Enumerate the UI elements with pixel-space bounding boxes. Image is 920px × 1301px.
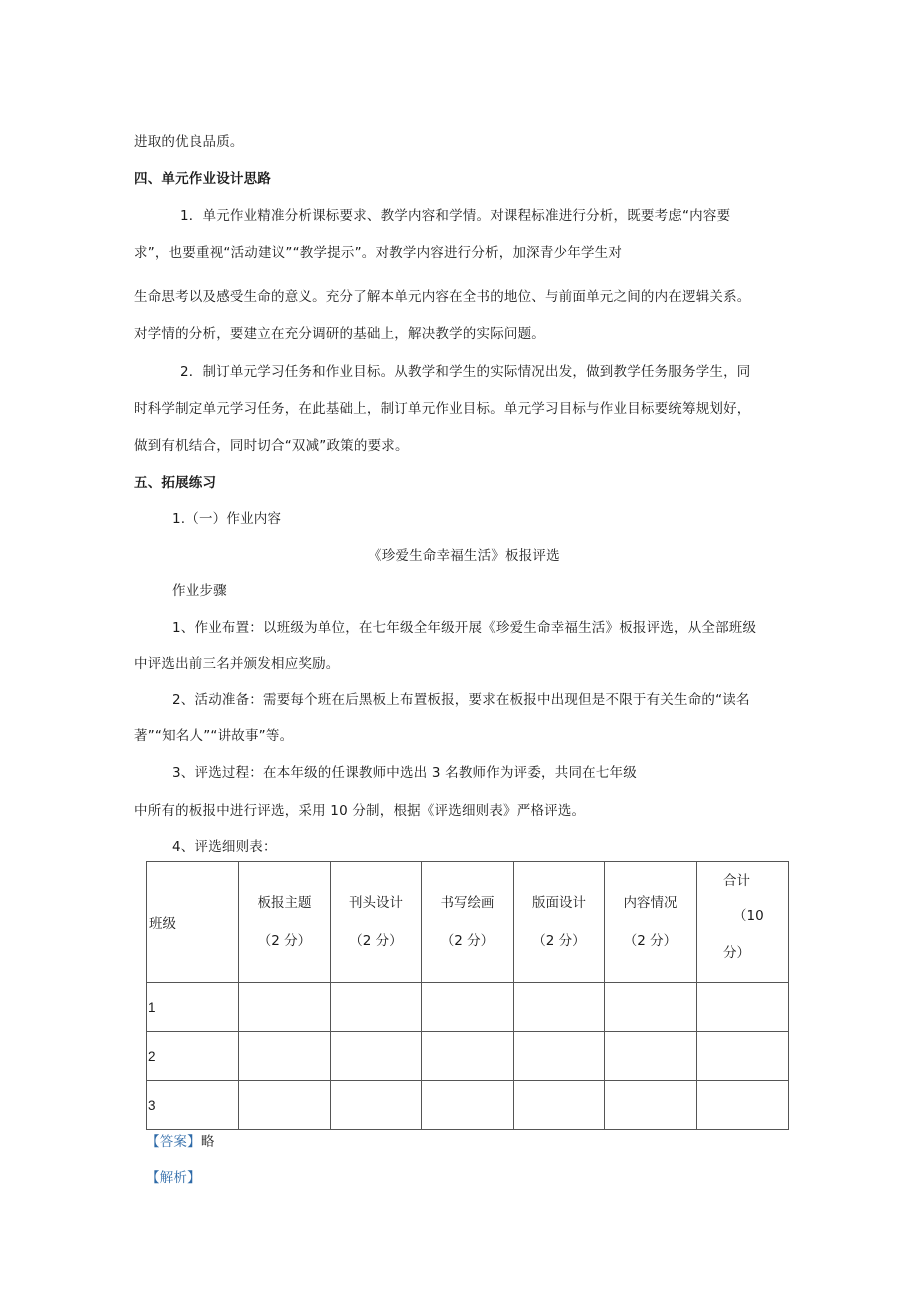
header-layout-design: 版面设计 （2 分） [514, 862, 605, 983]
step3-line2: 中所有的板报中进行评选，采用 10 分制，根据《评选细则表》严格评选。 [134, 803, 586, 819]
header-class: 班级 [147, 862, 239, 983]
row-class-cell: 3 [147, 1081, 239, 1130]
table-row [147, 983, 789, 1032]
header-board-theme: 板报主题 （2 分） [239, 862, 331, 983]
section5-heading: 五、拓展练习 [134, 475, 217, 491]
score-cell [239, 983, 331, 1032]
score-cell [331, 983, 422, 1032]
section4-item1-line3: 生命思考以及感受生命的意义。充分了解本单元内容在全书的地位、与前面单元之间的内在逻辑关系。 [134, 289, 751, 305]
table-row [147, 1081, 789, 1130]
score-cell [605, 1032, 697, 1081]
score-cell [605, 983, 697, 1032]
answer-value: 略 [200, 1134, 215, 1150]
section4-item1-line2: 求”，也要重视“活动建议”“教学提示”。对教学内容进行分析，加深青少年学生对 [134, 245, 623, 261]
total-cell [697, 1032, 789, 1081]
header-masthead-design: 刊头设计 （2 分） [331, 862, 422, 983]
score-cell [514, 1032, 605, 1081]
step4-label: 4、评选细则表： [172, 839, 277, 855]
section4-heading: 四、单元作业设计思路 [134, 171, 271, 187]
total-cell [697, 1081, 789, 1130]
header-content: 内容情况 （2 分） [605, 862, 697, 983]
row-class-cell: 2 [147, 1032, 239, 1081]
row-class-cell: 1 [147, 983, 239, 1032]
section4-item2-line3: 做到有机结合，同时切合“双减”政策的要求。 [134, 438, 409, 454]
step2-line1: 2、活动准备：需要每个班在后黑板上布置板报，要求在板报中出现但是不限于有关生命的“读名 [172, 692, 750, 708]
activity-title: 《珍爱生命幸福生活》板报评选 [368, 548, 560, 564]
answer-line [146, 1133, 215, 1151]
evaluation-table [146, 861, 789, 1130]
section4-item1-line1: 1．单元作业精准分析课标要求、教学内容和学情。对课程标准进行分析，既要考虑“内容要 [180, 208, 731, 224]
total-cell [697, 983, 789, 1032]
continuation-text: 进取的优良品质。 [134, 134, 244, 150]
score-cell [422, 983, 514, 1032]
step1-line2: 中评选出前三名并颁发相应奖励。 [134, 656, 340, 672]
score-cell [331, 1032, 422, 1081]
step3-line1: 3、评选过程：在本年级的任课教师中选出 3 名教师作为评委，共同在七年级 [172, 765, 637, 781]
step2-line2: 著”“知名人”“讲故事”等。 [134, 728, 294, 744]
step1-line1: 1、作业布置：以班级为单位，在七年级全年级开展《珍爱生命幸福生活》板报评选，从全部班级 [172, 620, 757, 636]
table-header-row [147, 862, 789, 983]
score-cell [239, 1081, 331, 1130]
analysis-label: 【解析】 [146, 1170, 201, 1186]
answer-label: 【答案】 [146, 1134, 201, 1150]
section5-subheading: 1.（一）作业内容 [172, 511, 282, 527]
score-cell [239, 1032, 331, 1081]
score-cell [422, 1032, 514, 1081]
section4-item2-line1: 2．制订单元学习任务和作业目标。从教学和学生的实际情况出发，做到教学任务服务学生，同 [180, 364, 751, 380]
score-cell [514, 983, 605, 1032]
score-cell [605, 1081, 697, 1130]
header-total: 合计 （10 分） [697, 862, 789, 983]
steps-label: 作业步骤 [172, 583, 227, 599]
header-writing-drawing: 书写绘画 （2 分） [422, 862, 514, 983]
section4-item1-line4: 对学情的分析，要建立在充分调研的基础上，解决教学的实际问题。 [134, 326, 545, 342]
score-cell [422, 1081, 514, 1130]
section4-item2-line2: 时科学制定单元学习任务，在此基础上，制订单元作业目标。单元学习目标与作业目标要统筹规划好， [134, 401, 751, 417]
score-cell [514, 1081, 605, 1130]
table-row [147, 1032, 789, 1081]
score-cell [331, 1081, 422, 1130]
